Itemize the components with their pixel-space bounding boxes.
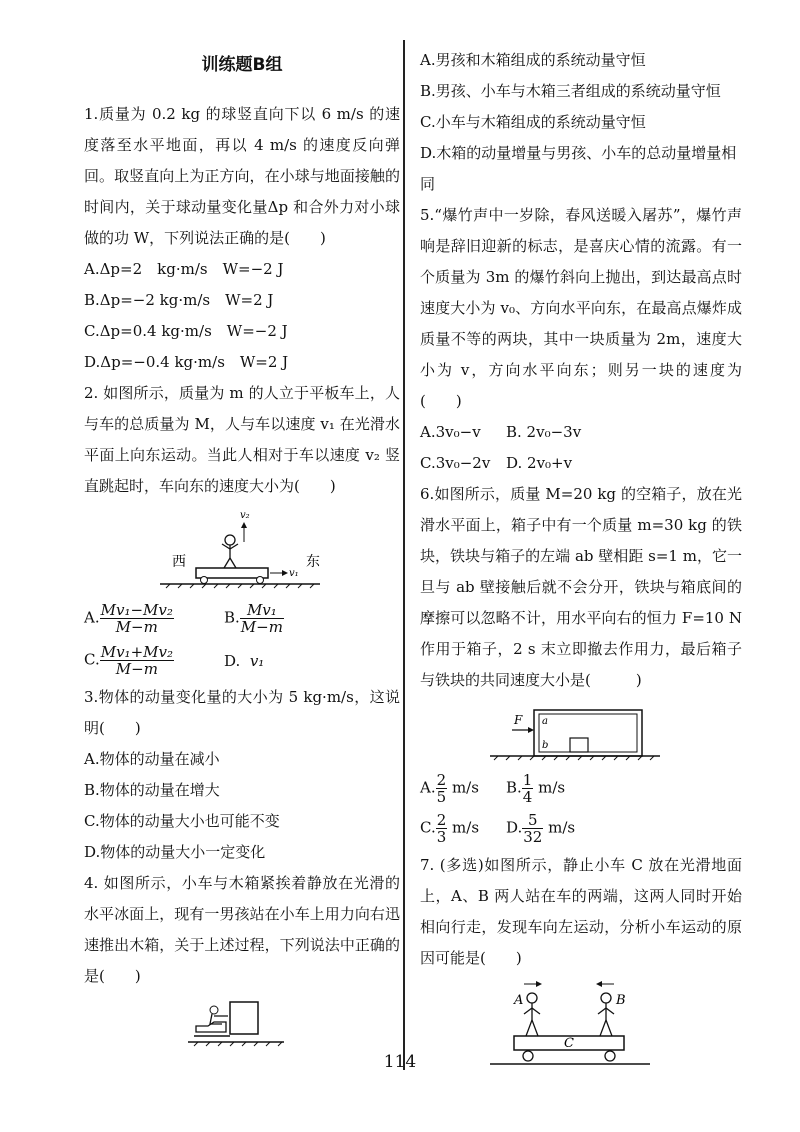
a-arrowhead (536, 981, 542, 987)
q5-option-b: B. 2v₀−3v (506, 423, 582, 441)
cart-wheel-right (257, 577, 264, 584)
q4-stem: 4. 如图所示，小车与木箱紧挨着静放在光滑的水平冰面上，现有一男孩站在小车上用力向右迅速推出木箱，关于上述过程，下列说法中正确的是( ) (84, 874, 400, 985)
v2-label: v₂ (240, 510, 250, 521)
person-a (524, 993, 540, 1036)
q6-options (420, 770, 742, 850)
v1-arrowhead (282, 570, 288, 576)
q6-stem: 6.如图所示，质量 M=20 kg 的空箱子，放在光滑水平面上，箱子中有一个质量 m=30 kg 的铁块，铁块与箱子的左端 ab 壁相距 s=1 m，它一旦与 ab 壁接触后就不会分开，铁块与箱底间的摩擦可以忽略不计，用水平向右的恒力 F=10 N 作用于箱子，2 s 末立即撤去作用力，最后箱子与铁块的共同速度大小是( ) (420, 485, 742, 689)
wooden-box (230, 1002, 258, 1034)
q6-box-figure (420, 696, 742, 766)
force-arrowhead (528, 727, 534, 733)
q6-option-b: B. $\frac{1}{4}$ m/s (506, 771, 566, 806)
q1-option-d: D.Δp=−0.4 kg·m/s W=2 J (84, 353, 289, 371)
person-label-a: A (514, 993, 524, 1008)
page-title: 训练题B组 (201, 55, 283, 75)
q2-stem: 2. 如图所示，质量为 m 的人立于平板车上，人与车的总质量为 M，人与车以速度 v₁ 在光滑水平面上向东运动。当此人相对于车以速度 v₂ 竖直跳起时，车向东的速度大小为( ) (84, 384, 400, 495)
person-figure (222, 535, 238, 568)
q1-option-a: A.Δp=2 kg·m/s W=−2 J (84, 260, 284, 278)
q3-option-c: C.物体的动量大小也可能不变 (84, 812, 280, 830)
q4-cart-box-figure (84, 992, 400, 1048)
v1-label: v₁ (289, 568, 299, 579)
q6-option-a: A. $\frac{2}{5}$ m/s (420, 771, 479, 806)
q4-option-b: B.男孩、小车与木箱三者组成的系统动量守恒 (420, 82, 721, 100)
cart-label-c: C (564, 1036, 574, 1051)
q2-option-c: C. $\frac{\text{Mv₁+Mv₂}}{M-m}$ (84, 643, 173, 678)
q1-option-b: B.Δp=−2 kg·m/s W=2 J (84, 291, 274, 309)
wall-label-b: b (542, 740, 549, 751)
q5-options (420, 417, 742, 479)
v2-arrowhead (241, 522, 247, 528)
q2-option-b: B. $\frac{\text{Mv₁}}{M-m}$ (224, 601, 283, 636)
q2-option-a: A. $\frac{\text{Mv₁−Mv₂}}{M-m}$ (84, 601, 173, 636)
q4-option-d: D.木箱的动量增量与男孩、小车的总动量增量相同 (420, 144, 737, 193)
person-label-b: B (616, 993, 626, 1008)
column-divider (403, 40, 405, 1070)
q4-option-a: A.男孩和木箱组成的系统动量守恒 (420, 51, 646, 69)
cart-wheel-left (201, 577, 208, 584)
person-b (598, 993, 614, 1036)
b-arrowhead (596, 981, 602, 987)
q3-option-d: D.物体的动量大小一定变化 (84, 843, 266, 861)
east-label: 东 (306, 554, 320, 570)
q1-stem: 1.质量为 0.2 kg 的球竖直向下以 6 m/s 的速度落至水平地面，再以 4 m/s 的速度反向弹回。取竖直向上为正方向，在小球与地面接触的时间内，关于球动量变化量Δp 和合外力对小球做的功 W，下列说法正确的是( ) (84, 105, 400, 247)
q6-option-c: C. $\frac{2}{3}$ m/s (420, 811, 480, 846)
q1-option-c: C.Δp=0.4 kg·m/s W=−2 J (84, 322, 288, 340)
q6-option-d: D. $\frac{5}{32}$ m/s (506, 811, 576, 846)
right-column (420, 40, 758, 1074)
iron-block (570, 738, 588, 752)
q5-option-c: C.3v₀−2v (420, 454, 491, 472)
cart-body (196, 568, 268, 578)
page-number: 114 (383, 1052, 417, 1072)
q2-option-d: D. v₁ (224, 652, 265, 670)
q3-option-b: B.物体的动量在增大 (84, 781, 220, 799)
q7-stem: 7. (多选)如图所示，静止小车 C 放在光滑地面上，A、B 两人站在车的两端，这两人同时开始相向行走，发现车向左运动，分析小车运动的原因可能是( ) (420, 856, 742, 967)
boy-head (210, 1006, 218, 1014)
left-column (84, 40, 400, 1052)
west-label: 西 (172, 554, 186, 570)
q5-option-a: A.3v₀−v (420, 423, 481, 441)
q5-option-d: D. 2v₀+v (506, 454, 573, 472)
force-label: F (514, 713, 523, 727)
q3-option-a: A.物体的动量在减小 (84, 750, 220, 768)
q3-stem: 3.物体的动量变化量的大小为 5 kg·m/s，这说明( ) (84, 688, 400, 737)
wall-label-a: a (542, 716, 548, 727)
q5-stem: 5.“爆竹声中一岁除，春风送暖入屠苏”，爆竹声响是辞旧迎新的标志，是喜庆心情的流露。有一个质量为 3m 的爆竹斜向上抛出，到达最高点时速度大小为 v₀、方向水平向东，在最高点爆炸成质量不等的两块，其中一块质量为 2m，速度大小为 v，方向水平向东；则另一块的速度为 ( ) (420, 206, 758, 410)
q2-cart-figure (84, 502, 400, 590)
q2-options (84, 602, 400, 682)
q4-option-c: C.小车与木箱组成的系统动量守恒 (420, 113, 646, 131)
